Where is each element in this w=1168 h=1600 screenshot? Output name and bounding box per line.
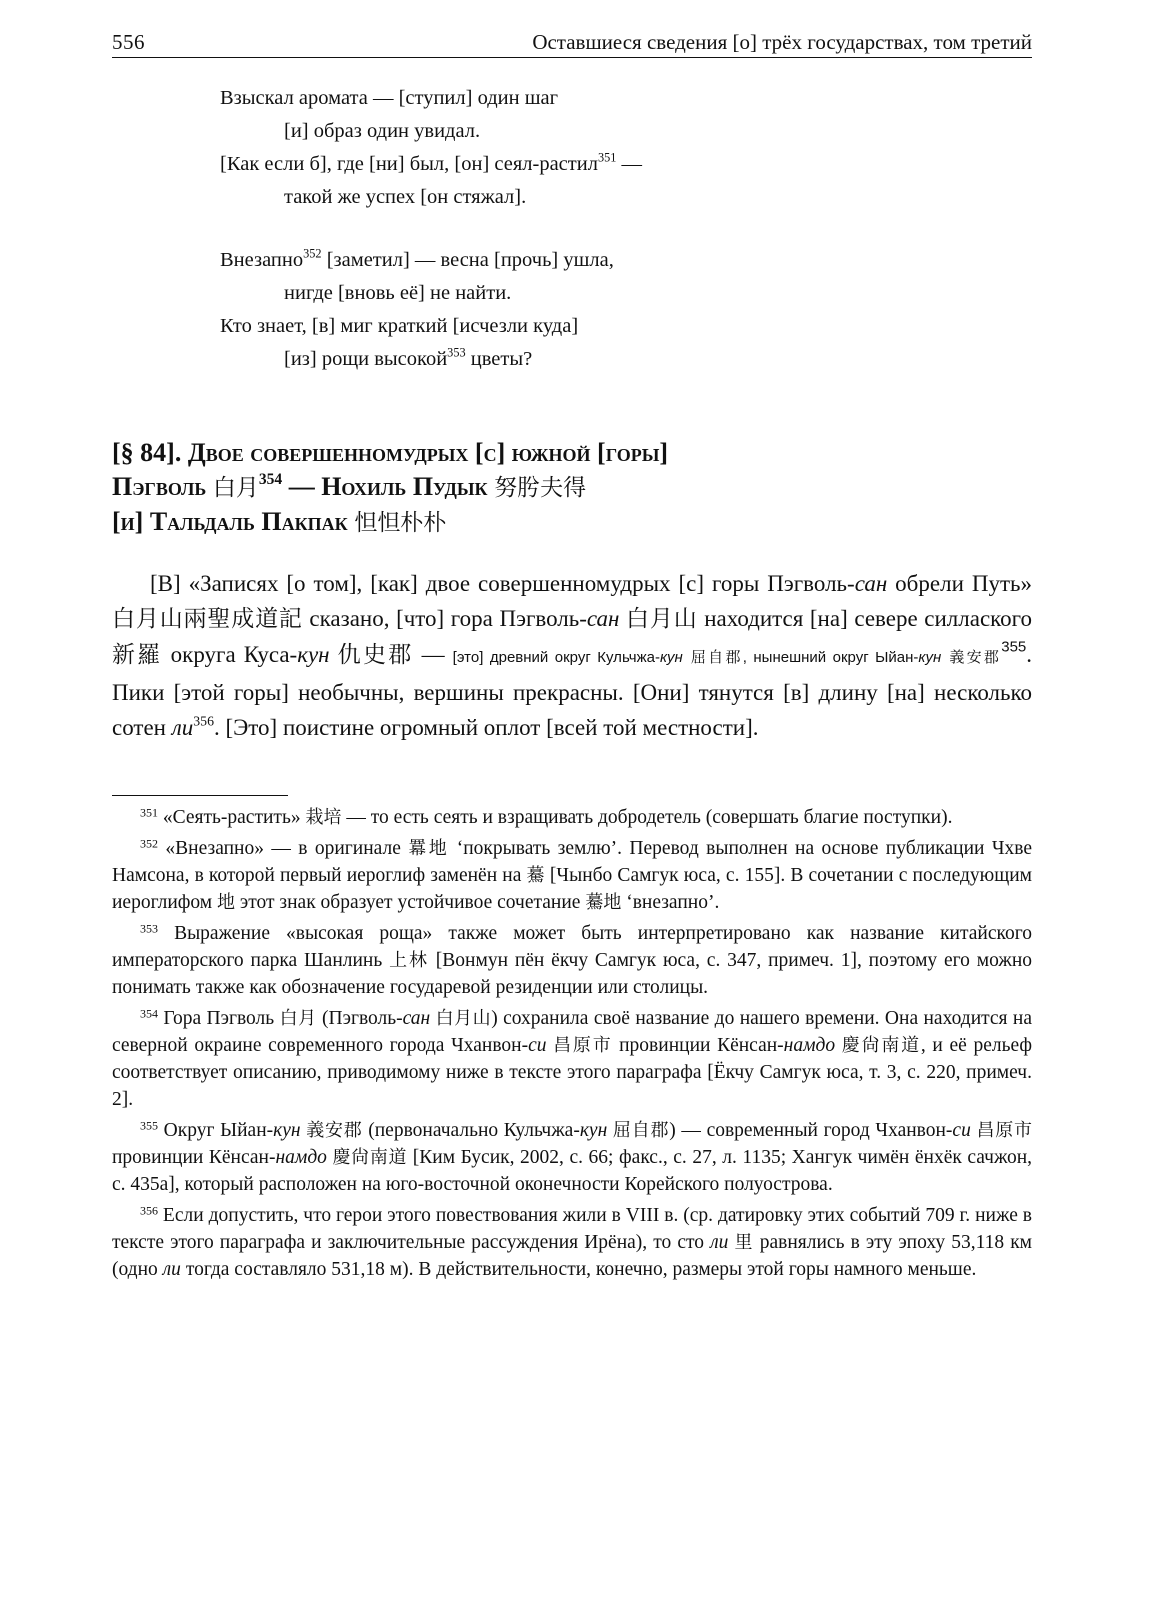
small-text: [это] древний округ Кульчжа- — [452, 649, 660, 666]
italic-text: кун — [579, 1120, 608, 1141]
italic-text: кун — [918, 649, 942, 666]
text: равнялись в эту эпоху 53,118 км (одно — [112, 1232, 1033, 1280]
footnote-ref-352[interactable]: 352 — [303, 246, 322, 261]
italic-text: сан — [402, 1008, 431, 1029]
poem-line-text: Внезапно — [220, 249, 304, 271]
heading-text: [и] Тальдаль Пакпак — [112, 507, 355, 536]
text: ‘покрывать землю’. Перевод выполнен на основе публикации Чхве Намсона, в которой первый иероглиф заменён на — [112, 838, 1033, 886]
cjk-text: 羃地 — [408, 838, 450, 859]
cjk-text: 地 — [217, 892, 235, 913]
text: (первоначально Кульчжа- — [362, 1120, 580, 1141]
cjk-text: 里 — [734, 1232, 754, 1253]
poem-stanza-2 — [220, 244, 1032, 376]
text: . [Это] поистине огромный оплот [всей той местности]. — [213, 715, 759, 740]
body-paragraph — [112, 566, 1032, 745]
text: — — [413, 642, 453, 667]
text: Выражение «высокая роща» также может быть интерпретировано как название китайского императорского парка Шанлинь — [112, 923, 1032, 971]
text: . Пики [этой горы] необычны, вершины прекрасны. [Они] тянутся [в] длину [на] несколько сотен — [112, 642, 1033, 740]
italic-text: кун — [297, 642, 330, 667]
italic-text: сан — [854, 571, 888, 596]
text: этот знак образует устойчивое сочетание — [235, 892, 586, 913]
cjk-text: 怛怛朴朴 — [354, 510, 447, 536]
footnote-354 — [112, 1005, 1032, 1113]
footnote-number: 353 — [140, 921, 158, 936]
poem-line-text: [из] рощи высокой — [284, 348, 448, 370]
italic-text: намдо — [275, 1147, 327, 1168]
footnote-number: 355 — [140, 1118, 158, 1133]
text: Округ Ыйан- — [158, 1120, 274, 1141]
cjk-text: 昌原市 — [553, 1035, 613, 1056]
running-title: Оставшиеся сведения [о] трёх государствах, том третий — [532, 30, 1032, 54]
cjk-text: 栽培 — [305, 807, 342, 828]
heading-text: Пэгволь — [112, 472, 213, 501]
text: ‘внезапно’. — [621, 892, 720, 913]
text: «Внезапно» — в оригинале — [158, 838, 409, 859]
text: тогда составляло 531,18 м). В действительности, конечно, размеры этой горы намного меньше. — [180, 1259, 977, 1280]
page-number: 556 — [112, 30, 145, 54]
cjk-text: 驀 — [526, 865, 545, 886]
footnote-ref-351[interactable]: 351 — [597, 150, 617, 165]
section-heading — [112, 436, 1032, 540]
footnote-ref-354[interactable]: 354 — [258, 471, 283, 489]
italic-text: ли — [171, 715, 194, 740]
cjk-text: 努肹夫得 — [494, 475, 587, 501]
heading-text: — Нохиль Пудык — [282, 472, 495, 501]
footnote-number: 356 — [140, 1203, 158, 1218]
cjk-text: 白月 — [212, 475, 259, 501]
poem-line: нигде [вновь её] не найти. — [284, 282, 512, 304]
footnote-353 — [112, 920, 1032, 1001]
footnote-356 — [112, 1202, 1032, 1283]
text: ) — современный город Чханвон- — [669, 1120, 953, 1141]
cjk-text: 義安郡 — [306, 1120, 363, 1141]
text: [Чынбо Самгук юса, с. 155]. В сочетании с последующим иероглифом — [112, 865, 1032, 913]
text: (Пэгволь- — [316, 1008, 403, 1029]
footnote-ref-356[interactable]: 356 — [193, 713, 214, 729]
poem-line — [220, 148, 1032, 181]
text: , и её рельеф соответствует описанию, приводимому ниже в тексте этого параграфа [Ёкчу Самгук юса, т. 3, с. 220, примеч. 2]. — [112, 1035, 1033, 1110]
text: находится [на] севере силлаского — [697, 606, 1033, 631]
italic-text: сан — [586, 606, 620, 631]
text: обрели Путь» — [887, 571, 1032, 596]
footnote-352 — [112, 835, 1032, 916]
italic-text: кун — [659, 649, 683, 666]
italic-text: ли — [710, 1232, 729, 1253]
footnote-number: 354 — [140, 1006, 158, 1021]
footnote-355 — [112, 1117, 1032, 1198]
text: Если допустить, что герои этого повествования жили в VIII в. (ср. датировку этих событий 709 г. ниже в тексте этого параграфа и заключительные рассуждения Ирёна), то сто — [112, 1205, 1032, 1253]
italic-text: намдо — [783, 1035, 836, 1056]
text: округа Куса- — [162, 642, 298, 667]
small-text: , нынешний округ Ыйан- — [742, 649, 919, 666]
cjk-text: 白月山 — [626, 606, 698, 632]
cjk-text: 白月 — [279, 1008, 317, 1029]
heading-line-3 — [112, 505, 1032, 540]
text: — то есть сеять и взращивать добродетель (совершать благие поступки). — [341, 807, 953, 828]
book-page — [112, 30, 1032, 1287]
text: провинции Кёнсан- — [112, 1147, 276, 1168]
cjk-text: 仇史郡 — [337, 642, 414, 668]
poem-line-text: цветы? — [465, 348, 533, 370]
footnote-351 — [112, 804, 1032, 831]
poem — [220, 82, 1032, 376]
cjk-text: 白月山 — [435, 1008, 492, 1029]
cjk-text: 慶尙南道 — [841, 1035, 921, 1056]
cjk-text: 屈自郡 — [690, 648, 743, 666]
poem-line-text: [заметил] — весна [прочь] ушла, — [321, 249, 614, 271]
poem-stanza-1 — [220, 82, 1032, 214]
cjk-text: 屈自郡 — [612, 1120, 670, 1141]
cjk-text: 驀地 — [585, 892, 622, 913]
running-header — [112, 30, 1032, 58]
footnote-ref-353[interactable]: 353 — [447, 345, 466, 360]
italic-text: си — [528, 1035, 547, 1056]
cjk-text: 白月山兩聖成道記 — [112, 606, 303, 632]
poem-line: такой же успех [он стяжал]. — [284, 186, 527, 208]
poem-line: Взыскал аромата — [ступил] один шаг — [220, 87, 559, 109]
heading-line-2 — [112, 470, 1032, 505]
italic-text: ли — [162, 1259, 181, 1280]
text: [В] «Записях [о том], [как] двое совершенномудрых [с] горы Пэгволь- — [150, 571, 855, 596]
text: провинции Кёнсан- — [612, 1035, 784, 1056]
cjk-text: 慶尙南道 — [332, 1147, 408, 1168]
italic-text: си — [952, 1120, 971, 1141]
heading-line-1: [§ 84]. Двое совершенномудрых [с] южной [горы] — [112, 438, 669, 467]
footnote-number: 352 — [140, 836, 158, 851]
footnotes — [112, 804, 1032, 1283]
footnote-divider — [112, 795, 288, 796]
text: [Ким Бусик, 2002, с. 66; факс., с. 27, л. 1135; Хангук чимён ёнхёк сачжон, с. 435а], который расположен на юго-восточной оконечности Корейского полуострова. — [112, 1147, 1032, 1195]
text: «Сеять-растить» — [158, 807, 306, 828]
text: сказано, [что] гора Пэгволь- — [302, 606, 587, 631]
footnote-ref-355[interactable]: 355 — [1001, 638, 1027, 656]
text: [Вонмун пён ёкчу Самгук юса, с. 347, примеч. 1], поэтому его можно понимать также как обозначение государевой резиденции или столицы. — [112, 950, 1033, 998]
italic-text: кун — [273, 1120, 301, 1141]
cjk-text: 義安郡 — [949, 648, 1002, 666]
footnote-number: 351 — [140, 805, 158, 820]
poem-line: [и] образ один увидал. — [284, 120, 481, 142]
paragraph — [112, 566, 1032, 745]
cjk-text: 新羅 — [112, 642, 163, 668]
cjk-text: 上林 — [389, 950, 429, 971]
text: ) сохранила своё название до нашего времени. Она находится на северной окраине современного города Чханвон- — [112, 1008, 1033, 1056]
poem-line — [220, 343, 1032, 376]
poem-line — [220, 244, 1032, 277]
text: Гора Пэгволь — [158, 1008, 280, 1029]
poem-line-text: — — [616, 153, 643, 175]
poem-line-text: [Как если б], где [ни] был, [он] сеял-растил — [220, 153, 598, 175]
cjk-text: 昌原市 — [976, 1120, 1033, 1141]
poem-line: Кто знает, [в] миг краткий [исчезли куда] — [220, 315, 579, 337]
